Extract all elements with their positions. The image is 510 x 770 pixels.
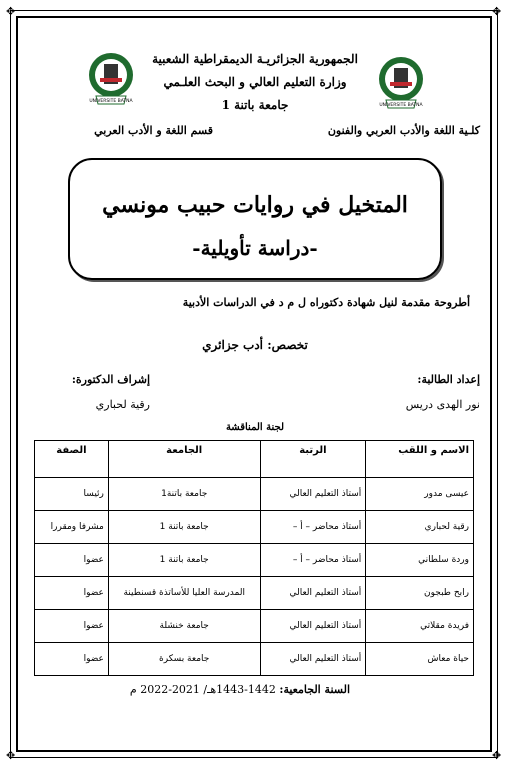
- member-university: جامعة بسكرة: [108, 643, 260, 676]
- member-name: فريدة مقلاتي: [366, 610, 474, 643]
- header-rank: الرتبة: [260, 441, 366, 478]
- thesis-description: أطروحة مقدمة لنيل شهادة دكتوراه ل م د في الدراسات الأدبية: [182, 296, 470, 309]
- department-name: قسم اللغة و الأدب العربي: [94, 124, 213, 137]
- member-rank: أستاذ التعليم العالي: [260, 610, 366, 643]
- specialty-line: [150, 338, 360, 352]
- academic-year-line: [100, 683, 350, 696]
- logo-caption-right: UNIVERSITE BATNA: [379, 103, 423, 108]
- header-university: الجامعة: [108, 441, 260, 478]
- table-row: [35, 610, 474, 643]
- title-box: [68, 158, 442, 280]
- student-name: نور الهدى دريس: [405, 398, 480, 411]
- member-role: عضوا: [35, 577, 109, 610]
- specialty-value: أدب جزائري: [202, 338, 264, 352]
- student-label: إعداد الطالبة:: [417, 373, 480, 386]
- logo-caption-left: UNIVERSITE BATNA: [89, 99, 133, 104]
- header-name: الاسم و اللقب: [366, 441, 474, 478]
- ministry-name: وزارة التعليم العالي و البحث العلـمي: [163, 75, 347, 89]
- table-row: [35, 478, 474, 511]
- member-name: حياة معاش: [366, 643, 474, 676]
- supervisor-name: رقية لحباري: [95, 398, 150, 411]
- committee-header-row: [35, 441, 474, 478]
- member-name: رابح طبجون: [366, 577, 474, 610]
- member-university: المدرسة العليا للأساتذة قسنطينة: [108, 577, 260, 610]
- member-rank: أستاذ محاضر – أ –: [260, 511, 366, 544]
- specialty-label: تخصص:: [267, 338, 308, 352]
- member-role: رئيسا: [35, 478, 109, 511]
- faculty-name: كلـية اللغة والأدب العربي والفنون: [327, 124, 480, 137]
- thesis-title: المتخيل في روايات حبيب مونسي: [102, 192, 408, 218]
- university-name: جامعة باتنة 1: [221, 98, 289, 112]
- member-university: جامعة باتنة1: [108, 478, 260, 511]
- member-university: جامعة باتنة 1: [108, 511, 260, 544]
- corner-ornament-bottom-right: ✥: [492, 749, 502, 762]
- corner-ornament-bottom-left: ✥: [6, 749, 16, 762]
- member-role: عضوا: [35, 643, 109, 676]
- corner-ornament-top-left: ✥: [6, 5, 16, 18]
- header-role: الصفة: [35, 441, 109, 478]
- academic-year-value: 1442-1443هـ/ 2021-2022 م: [129, 683, 276, 696]
- table-row: [35, 544, 474, 577]
- corner-ornament-top-right: ✥: [492, 5, 502, 18]
- member-university: جامعة باتنة 1: [108, 544, 260, 577]
- table-row: [35, 643, 474, 676]
- university-logo-left: [86, 48, 136, 110]
- university-logo-right: [376, 52, 426, 114]
- committee-title: لجنة المناقشة: [225, 422, 285, 433]
- member-name: عيسى مدور: [366, 478, 474, 511]
- member-rank: أستاذ التعليم العالي: [260, 643, 366, 676]
- member-role: عضوا: [35, 610, 109, 643]
- member-role: عضوا: [35, 544, 109, 577]
- academic-year-label: السنة الجامعية:: [279, 683, 350, 696]
- table-row: [35, 577, 474, 610]
- member-rank: أستاذ التعليم العالي: [260, 478, 366, 511]
- member-rank: أستاذ التعليم العالي: [260, 577, 366, 610]
- member-name: رقية لحباري: [366, 511, 474, 544]
- republic-name: الجمهورية الجزائريـة الديمقراطية الشعبية: [152, 52, 358, 66]
- thesis-subtitle: -دراسة تأويلية-: [192, 236, 318, 260]
- table-row: [35, 511, 474, 544]
- member-name: وردة سلطاني: [366, 544, 474, 577]
- committee-table: [34, 440, 474, 676]
- supervisor-label: إشراف الدكتورة:: [71, 373, 150, 386]
- member-rank: أستاذ محاضر – أ –: [260, 544, 366, 577]
- member-role: مشرفا ومقررا: [35, 511, 109, 544]
- member-university: جامعة خنشلة: [108, 610, 260, 643]
